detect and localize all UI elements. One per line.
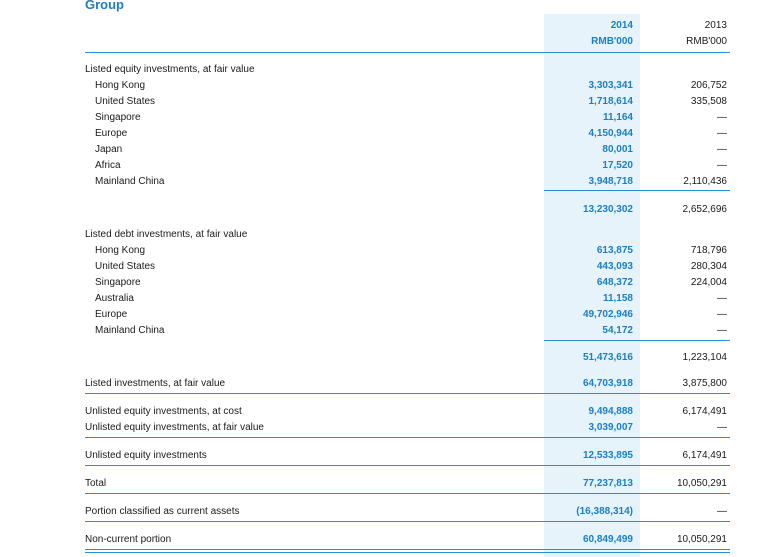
row-rule-unlisted-total — [85, 465, 730, 466]
value-2013: 2,110,436 — [683, 176, 727, 187]
row-label: Mainland China — [95, 176, 165, 187]
value-2014: 11,164 — [602, 112, 633, 123]
row-label: Europe — [95, 128, 128, 139]
table-row — [85, 174, 730, 190]
table-row — [85, 126, 730, 142]
value-2014: 9,494,888 — [588, 406, 633, 417]
value-2014: 64,703,918 — [582, 378, 633, 389]
year-2013: 2013 — [704, 20, 727, 31]
value-2013: — — [717, 422, 727, 433]
value-2013: 335,508 — [690, 96, 727, 107]
table-row — [85, 243, 730, 259]
value-2014: 12,533,895 — [582, 450, 633, 461]
table-row — [85, 448, 730, 464]
value-2013: 206,752 — [690, 80, 727, 91]
column-header-2013 — [640, 18, 727, 50]
table-row — [85, 504, 730, 520]
value-2013: 10,050,291 — [676, 534, 727, 545]
subtotal-rule-1 — [544, 190, 730, 191]
value-2014: 3,039,007 — [588, 422, 633, 433]
row-rule-unlisted — [85, 437, 730, 438]
row-rule-final-2 — [85, 552, 730, 553]
value-2013: 1,223,104 — [682, 352, 727, 363]
row-label: Hong Kong — [95, 245, 146, 256]
value-2013: 224,004 — [690, 277, 727, 288]
table-row — [85, 420, 730, 436]
header-rule — [85, 52, 730, 53]
value-2014: 3,948,718 — [588, 176, 633, 187]
year-2014: 2014 — [610, 20, 633, 31]
row-label: Africa — [95, 160, 121, 171]
table-row — [85, 259, 730, 275]
row-label: Japan — [95, 144, 123, 155]
table-row — [85, 275, 730, 291]
row-label: Total — [85, 478, 107, 489]
value-2014: 77,237,813 — [582, 478, 633, 489]
table-row — [85, 323, 730, 339]
value-2013: — — [717, 506, 727, 517]
page-title: Group — [85, 0, 124, 12]
row-label: Australia — [95, 293, 134, 304]
value-2014: (16,388,314) — [576, 506, 633, 517]
unit-2014: RMB'000 — [591, 36, 633, 47]
value-2013: — — [717, 160, 727, 171]
row-rule-listed — [85, 393, 730, 394]
row-label: Europe — [95, 309, 128, 320]
value-2013: — — [717, 309, 727, 320]
table-row — [85, 532, 730, 548]
row-label: Singapore — [95, 112, 141, 123]
value-2013: 10,050,291 — [676, 478, 727, 489]
row-label: United States — [95, 261, 156, 272]
row-label: Listed equity investments, at fair value — [85, 64, 255, 75]
table-row — [85, 94, 730, 110]
row-rule-total — [85, 493, 730, 494]
value-2014: 60,849,499 — [582, 534, 633, 545]
value-2014: 54,172 — [602, 325, 633, 336]
value-2014: 4,150,944 — [588, 128, 633, 139]
table-row — [85, 78, 730, 94]
subtotal-rule-2 — [544, 340, 730, 341]
value-2014: 13,230,302 — [582, 204, 633, 215]
row-label: Portion classified as current assets — [85, 506, 240, 517]
table-row — [85, 404, 730, 420]
unit-2013: RMB'000 — [686, 36, 727, 47]
value-2014: 1,718,614 — [588, 96, 633, 107]
value-2013: 3,875,800 — [682, 378, 727, 389]
row-label: Non-current portion — [85, 534, 172, 545]
value-2013: — — [717, 293, 727, 304]
table-row-section-equity — [85, 62, 730, 78]
row-label: Unlisted equity investments, at cost — [85, 406, 242, 417]
value-2014: 51,473,616 — [582, 352, 633, 363]
row-label: Mainland China — [95, 325, 165, 336]
value-2014: 80,001 — [602, 144, 633, 155]
table-row-section-debt — [85, 227, 730, 243]
row-rule-current — [85, 521, 730, 522]
table-row-subtotal — [85, 350, 730, 366]
table-row — [85, 476, 730, 492]
value-2014: 648,372 — [596, 277, 633, 288]
row-rule-final-1 — [85, 549, 730, 550]
value-2013: 6,174,491 — [682, 406, 727, 417]
value-2013: 718,796 — [690, 245, 727, 256]
row-label: Listed investments, at fair value — [85, 378, 226, 389]
row-label: Hong Kong — [95, 80, 146, 91]
value-2013: — — [717, 128, 727, 139]
column-header-2014 — [544, 18, 633, 50]
row-label: Unlisted equity investments, at fair value — [85, 422, 264, 433]
value-2013: 280,304 — [690, 261, 727, 272]
value-2013: — — [717, 144, 727, 155]
value-2014: 11,158 — [602, 293, 633, 304]
table-row — [85, 158, 730, 174]
table-row-subtotal — [85, 202, 730, 218]
row-label: United States — [95, 96, 156, 107]
value-2014: 443,093 — [596, 261, 633, 272]
value-2014: 49,702,946 — [582, 309, 633, 320]
value-2014: 613,875 — [596, 245, 633, 256]
table-row — [85, 376, 730, 392]
row-label: Singapore — [95, 277, 141, 288]
value-2013: — — [717, 325, 727, 336]
table-row — [85, 110, 730, 126]
value-2014: 17,520 — [602, 160, 633, 171]
value-2013: — — [717, 112, 727, 123]
row-label: Unlisted equity investments — [85, 450, 207, 461]
value-2014: 3,303,341 — [588, 80, 633, 91]
table-row — [85, 291, 730, 307]
value-2013: 6,174,491 — [682, 450, 727, 461]
table-row — [85, 307, 730, 323]
value-2013: 2,652,696 — [682, 204, 727, 215]
table-row — [85, 142, 730, 158]
row-label: Listed debt investments, at fair value — [85, 229, 248, 240]
